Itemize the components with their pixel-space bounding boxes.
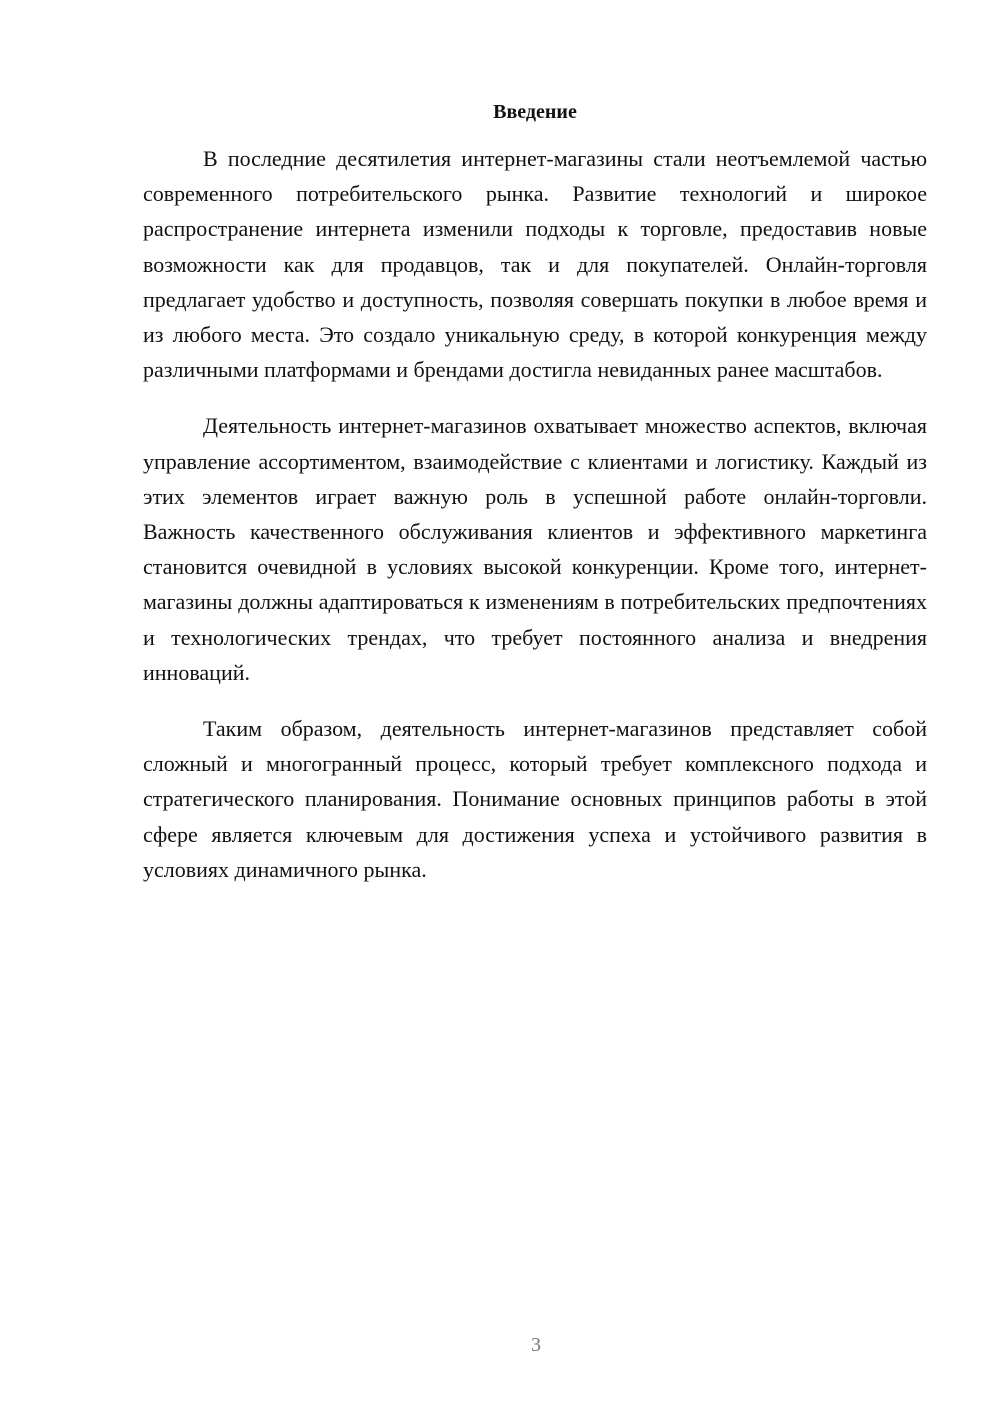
paragraph: В последние десятилетия интернет-магазины стали неотъемлемой частью современного потребительского рынка. Развитие технологий и широкое распространение интернета изменили подходы к торговле, предоставив новые возможности как для продавцов, так и для покупателей. Онлайн-торговля предлагает удобство и доступность, позволяя совершать покупки в любое время и из любого места. Это создало уникальную среду, в которой конкуренция между различными платформами и брендами достигла невиданных ранее масштабов. (143, 146, 927, 383)
paragraph: Деятельность интернет-магазинов охватывает множество аспектов, включая управление ассортиментом, взаимодействие с клиентами и логистику. Каждый из этих элементов играет важную роль в успешной работе онлайн-торговли. Важность качественного обслуживания клиентов и эффективного маркетинга становится очевидной в условиях высокой конкуренции. Кроме того, интернет-магазины должны адаптироваться к изменениям в потребительских предпочтениях и технологических трендах, что требует постоянного анализа и внедрения инноваций. (143, 413, 927, 685)
paragraph: Таким образом, деятельность интернет-магазинов представляет собой сложный и многогранный процесс, который требует комплексного подхода и стратегического планирования. Понимание основных принципов работы в этой сфере является ключевым для достижения успеха и устойчивого развития в условиях динамичного рынка. (143, 716, 927, 882)
page-number: 3 (531, 1334, 541, 1356)
body-text (143, 141, 927, 908)
section-heading: Введение (493, 101, 577, 123)
